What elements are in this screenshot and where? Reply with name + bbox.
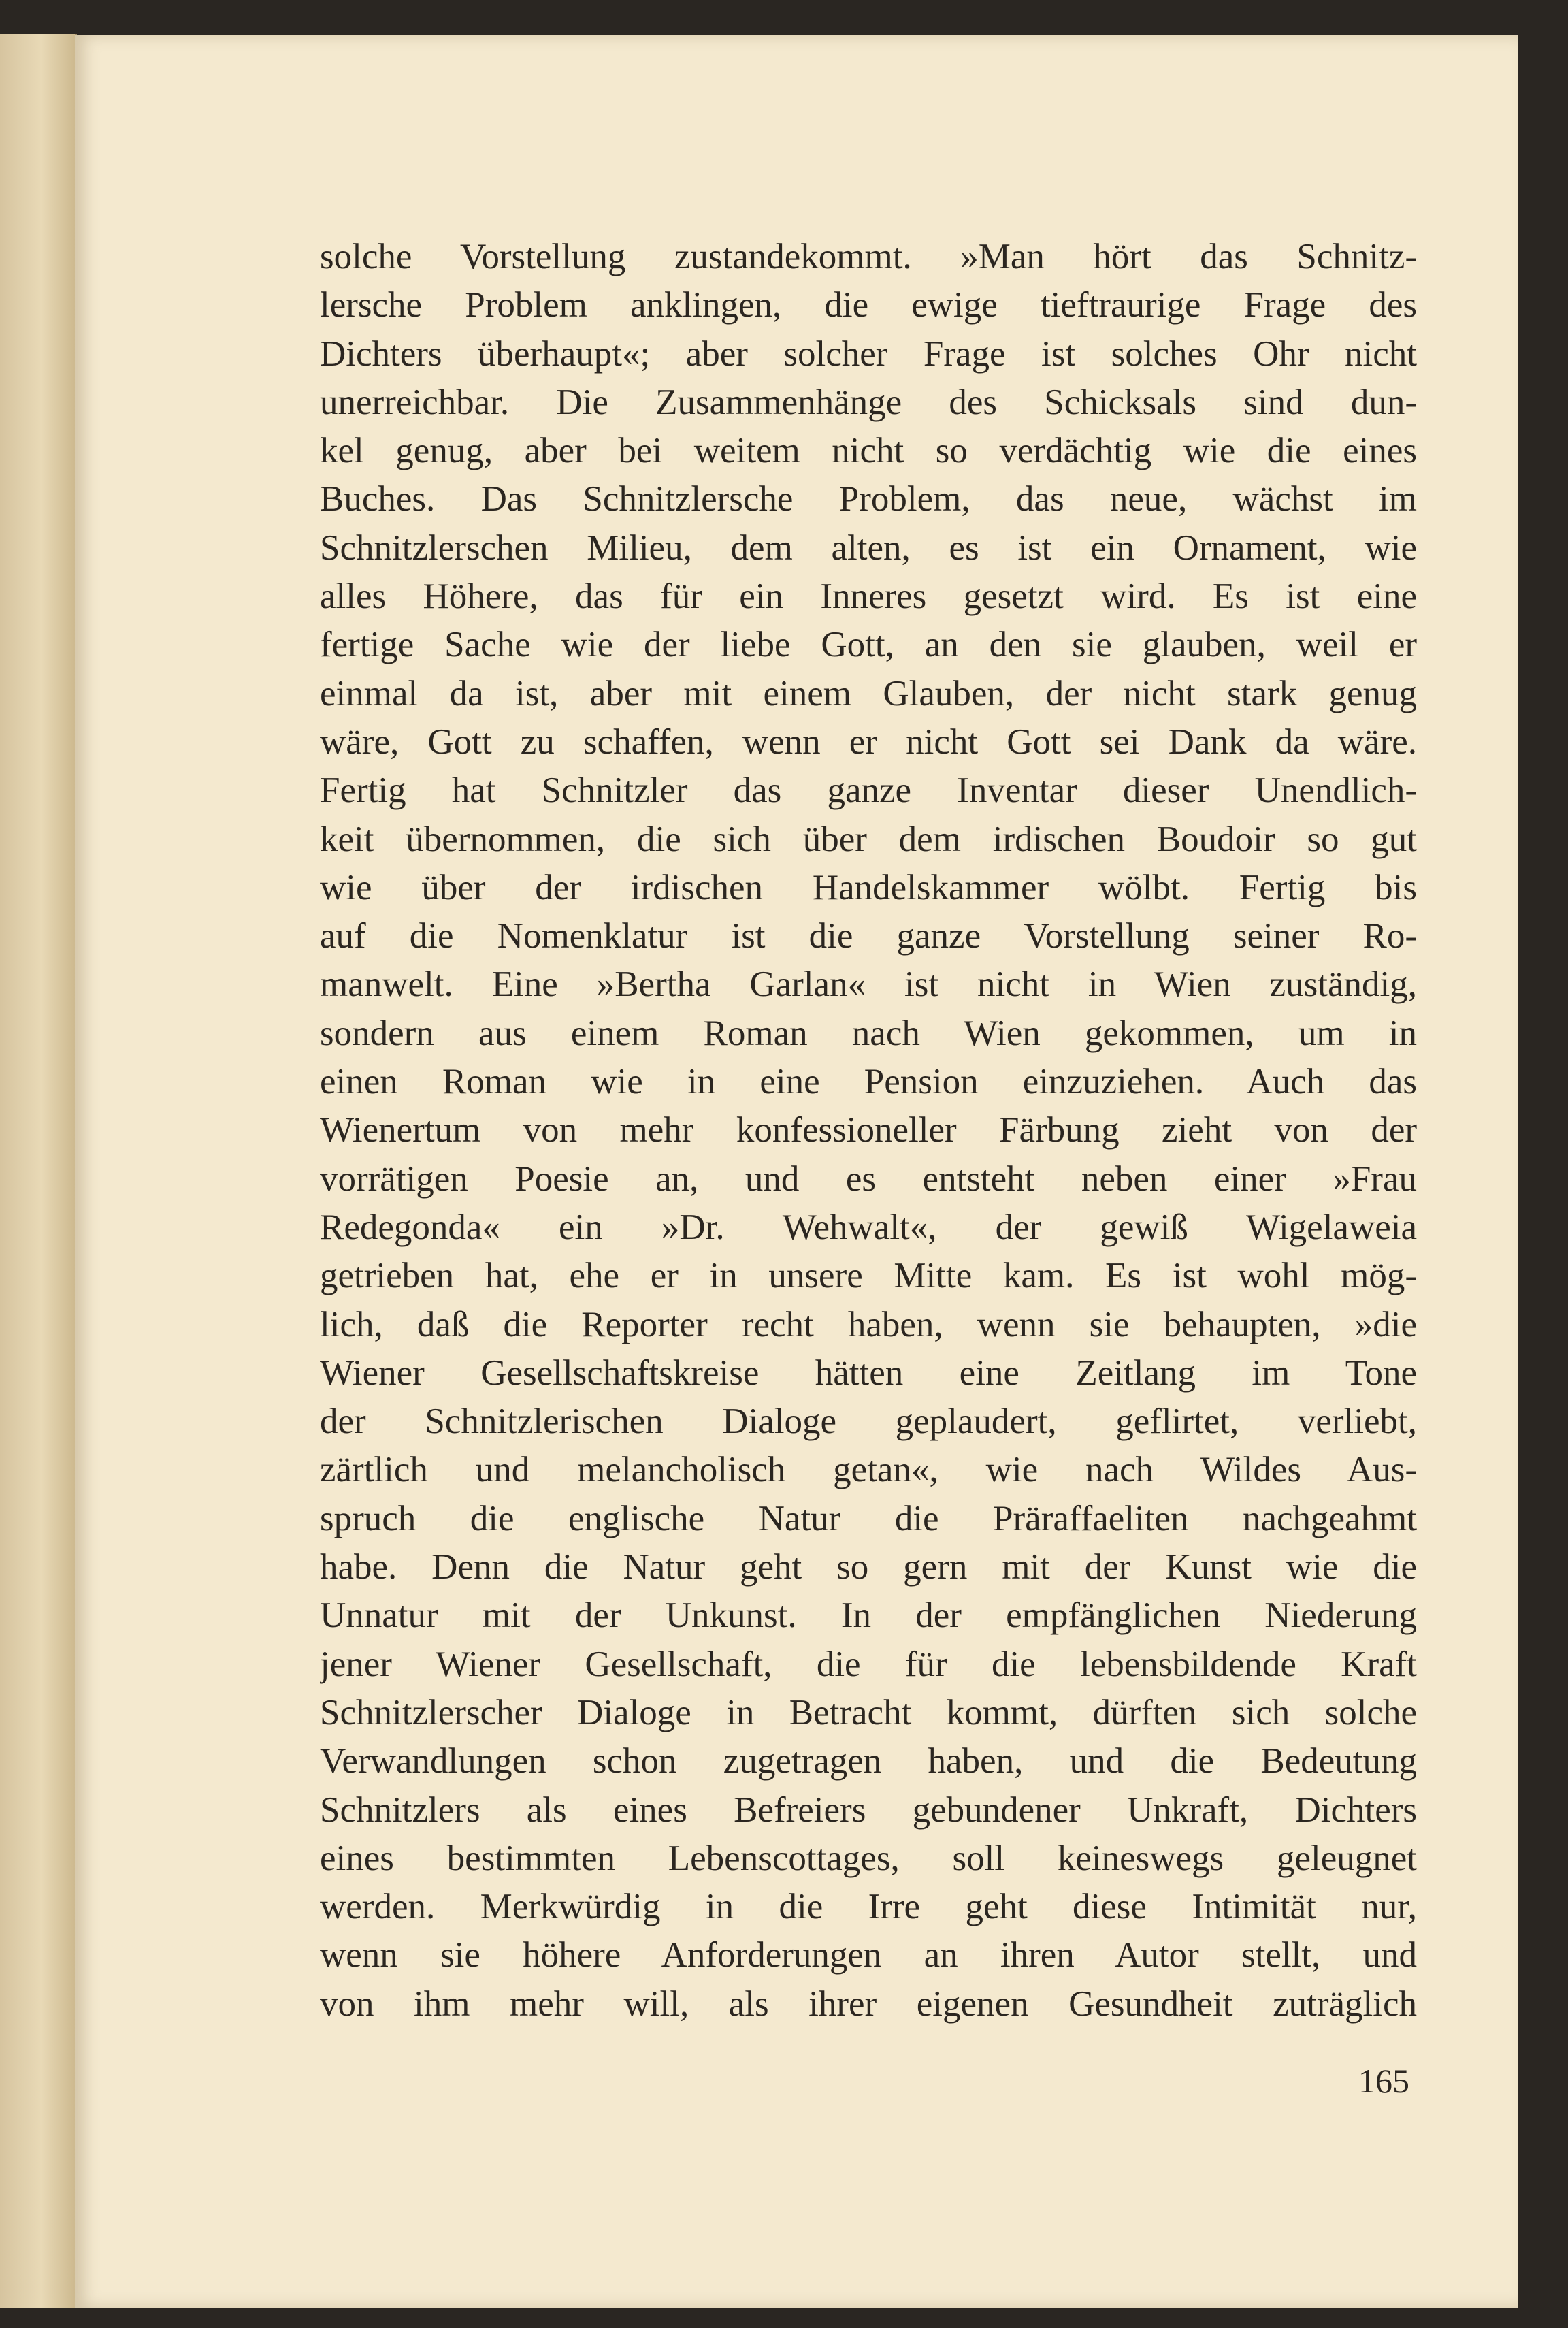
text-line: solche Vorstellung zustandekommt. »Man hört das Schnitz-	[320, 237, 1417, 276]
body-text	[320, 233, 1417, 2028]
text-line: Schnitzlerscher Dialoge in Betracht kommt, dürften sich solche	[320, 1692, 1417, 1732]
text-line: einen Roman wie in eine Pension einzuziehen. Auch das	[320, 1062, 1417, 1102]
text-line: Dichters überhaupt«; aber solcher Frage ist solches Ohr nicht	[320, 334, 1417, 374]
text-line: Schnitzlerschen Milieu, dem alten, es ist ein Ornament, wie	[320, 528, 1417, 568]
left-page-edge	[0, 34, 77, 2308]
text-line: eines bestimmten Lebenscottages, soll keineswegs geleugnet	[320, 1838, 1417, 1878]
text-line: fertige Sache wie der liebe Gott, an den sie glauben, weil er	[320, 625, 1417, 665]
text-line: Wiener Gesellschaftskreise hätten eine Zeitlang im Tone	[320, 1353, 1417, 1393]
text-line: Wienertum von mehr konfessioneller Färbung zieht von der	[320, 1110, 1417, 1150]
text-line: Buches. Das Schnitzlersche Problem, das neue, wächst im	[320, 479, 1417, 519]
text-line: vorrätigen Poesie an, und es entsteht neben einer »Frau	[320, 1159, 1417, 1199]
text-line: Unnatur mit der Unkunst. In der empfänglichen Niederung	[320, 1596, 1417, 1636]
text-line: keit übernommen, die sich über dem irdischen Boudoir so gut	[320, 819, 1417, 859]
text-line: zärtlich und melancholisch getan«, wie nach Wildes Aus-	[320, 1450, 1417, 1490]
page-number: 165	[1358, 2062, 1409, 2100]
text-line: wäre, Gott zu schaffen, wenn er nicht Gott sei Dank da wäre.	[320, 722, 1417, 762]
text-line: spruch die englische Natur die Präraffaeliten nachgeahmt	[320, 1498, 1417, 1538]
text-line: kel genug, aber bei weitem nicht so verdächtig wie die eines	[320, 431, 1417, 471]
text-line: alles Höhere, das für ein Inneres gesetzt wird. Es ist eine	[320, 577, 1417, 617]
text-line: habe. Denn die Natur geht so gern mit der Kunst wie die	[320, 1547, 1417, 1587]
text-line: wenn sie höhere Anforderungen an ihren Autor stellt, und	[320, 1935, 1417, 1975]
text-line: lersche Problem anklingen, die ewige tieftraurige Frage des	[320, 285, 1417, 325]
text-line: sondern aus einem Roman nach Wien gekommen, um in	[320, 1013, 1417, 1053]
text-line: Verwandlungen schon zugetragen haben, und die Bedeutung	[320, 1741, 1417, 1781]
text-line: jener Wiener Gesellschaft, die für die lebensbildende Kraft	[320, 1644, 1417, 1684]
text-line: auf die Nomenklatur ist die ganze Vorstellung seiner Ro-	[320, 916, 1417, 956]
book-page	[75, 35, 1518, 2308]
text-line: wie über der irdischen Handelskammer wölbt. Fertig bis	[320, 867, 1417, 907]
text-line: Schnitzlers als eines Befreiers gebundener Unkraft, Dichters	[320, 1790, 1417, 1830]
text-line: Redegonda« ein »Dr. Wehwalt«, der gewiß Wigelaweia	[320, 1207, 1417, 1247]
text-line: lich, daß die Reporter recht haben, wenn sie behaupten, »die	[320, 1304, 1417, 1344]
text-line: der Schnitzlerischen Dialoge geplaudert, geflirtet, verliebt,	[320, 1402, 1417, 1442]
text-line: Fertig hat Schnitzler das ganze Inventar dieser Unendlich-	[320, 771, 1417, 811]
text-line: getrieben hat, ehe er in unsere Mitte kam. Es ist wohl mög-	[320, 1256, 1417, 1296]
text-line: von ihm mehr will, als ihrer eigenen Gesundheit zuträglich	[320, 1984, 1417, 2024]
text-line: manwelt. Eine »Bertha Garlan« ist nicht in Wien zuständig,	[320, 965, 1417, 1005]
text-line: einmal da ist, aber mit einem Glauben, der nicht stark genug	[320, 673, 1417, 713]
text-line: unerreichbar. Die Zusammenhänge des Schicksals sind dun-	[320, 382, 1417, 422]
text-line: werden. Merkwürdig in die Irre geht diese Intimität nur,	[320, 1887, 1417, 1927]
